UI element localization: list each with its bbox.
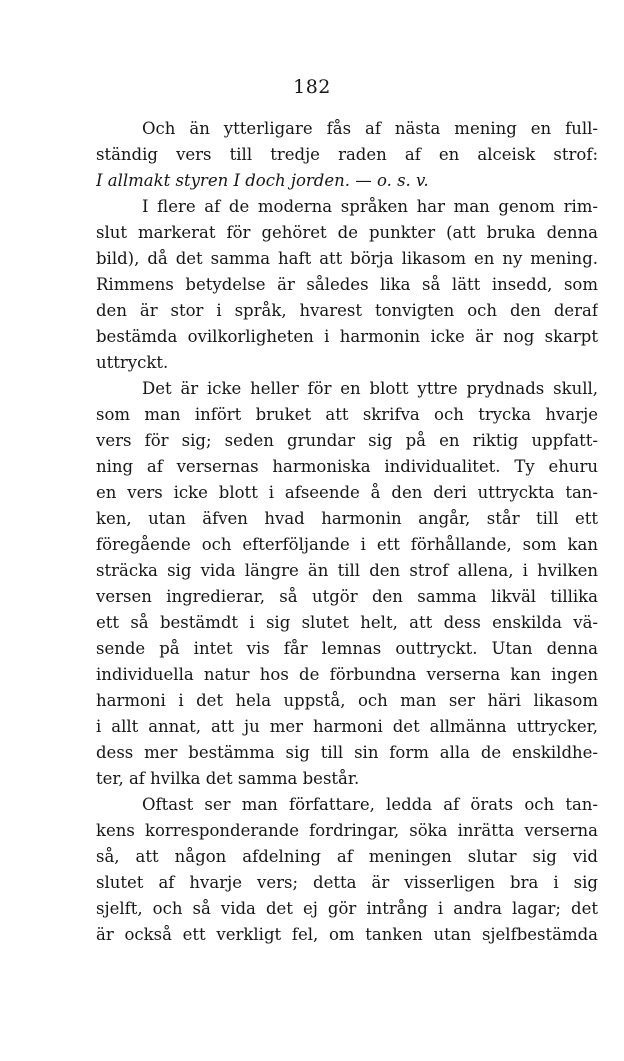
text-line: I allmakt styren I doch jorden. — o. s. v. (96, 171, 429, 190)
text-line: sträcka sig vida längre än till den strof allena, i hvilken (96, 561, 598, 580)
text-line: en vers icke blott i afseende å den deri uttryckta tan- (96, 483, 598, 502)
text-line: individuella natur hos de förbundna verserna kan ingen (96, 665, 598, 684)
text-line: sjelft, och så vida det ej gör intrång i andra lagar; det (96, 899, 598, 918)
text-line: i allt annat, att ju mer harmoni det allmänna uttrycker, (96, 717, 598, 736)
paragraph (96, 376, 598, 792)
text-line: harmoni i det hela uppstå, och man ser häri likasom (96, 691, 598, 710)
paragraph (96, 792, 598, 948)
text-line: ter, af hvilka det samma består. (96, 769, 360, 788)
text-line: bild), då det samma haft att börja likasom en ny mening. (96, 249, 598, 268)
text-line: versen ingredierar, så utgör den samma likväl tillika (96, 587, 598, 606)
text-line: ständig vers till tredje raden af en alceisk strof: (96, 145, 598, 164)
text-line: dess mer bestämma sig till sin form alla de enskildhe- (96, 743, 598, 762)
text-line: ken, utan äfven hvad harmonin angår, står till ett (96, 509, 598, 528)
body-text (96, 116, 598, 948)
text-line: Det är icke heller för en blott yttre prydnads skull, (142, 379, 598, 398)
text-line: Oftast ser man författare, ledda af örats och tan- (142, 795, 598, 814)
text-line: sende på intet vis får lemnas outtryckt. Utan denna (96, 639, 598, 658)
page-number: 182 (293, 76, 331, 98)
paragraph (96, 194, 598, 376)
text-line: föregående och efterföljande i ett förhållande, som kan (96, 535, 598, 554)
text-line: är också ett verkligt fel, om tanken utan sjelfbestämda (96, 925, 598, 944)
text-line: uttryckt. (96, 353, 169, 372)
text-line: vers för sig; seden grundar sig på en riktig uppfatt- (96, 431, 598, 450)
paragraph (96, 116, 598, 194)
text-line: slut markerat för gehöret de punkter (att bruka denna (96, 223, 598, 242)
text-line: Rimmens betydelse är således lika så lätt insedd, som (96, 275, 598, 294)
text-line: som man infört bruket att skrifva och trycka hvarje (96, 405, 598, 424)
text-line: ett så bestämdt i sig slutet helt, att dess enskilda vä- (96, 613, 598, 632)
text-line: kens korresponderande fordringar, söka inrätta verserna (96, 821, 598, 840)
text-line: Och än ytterligare fås af nästa mening en full- (142, 119, 598, 138)
text-line: den är stor i språk, hvarest tonvigten och den deraf (96, 301, 598, 320)
text-line: bestämda ovilkorligheten i harmonin icke är nog skarpt (96, 327, 598, 346)
text-line: I flere af de moderna språken har man genom rim- (142, 197, 598, 216)
text-line: slutet af hvarje vers; detta är visserligen bra i sig (96, 873, 598, 892)
text-line: ning af versernas harmoniska individualitet. Ty ehuru (96, 457, 598, 476)
text-line: så, att någon afdelning af meningen slutar sig vid (96, 847, 598, 866)
